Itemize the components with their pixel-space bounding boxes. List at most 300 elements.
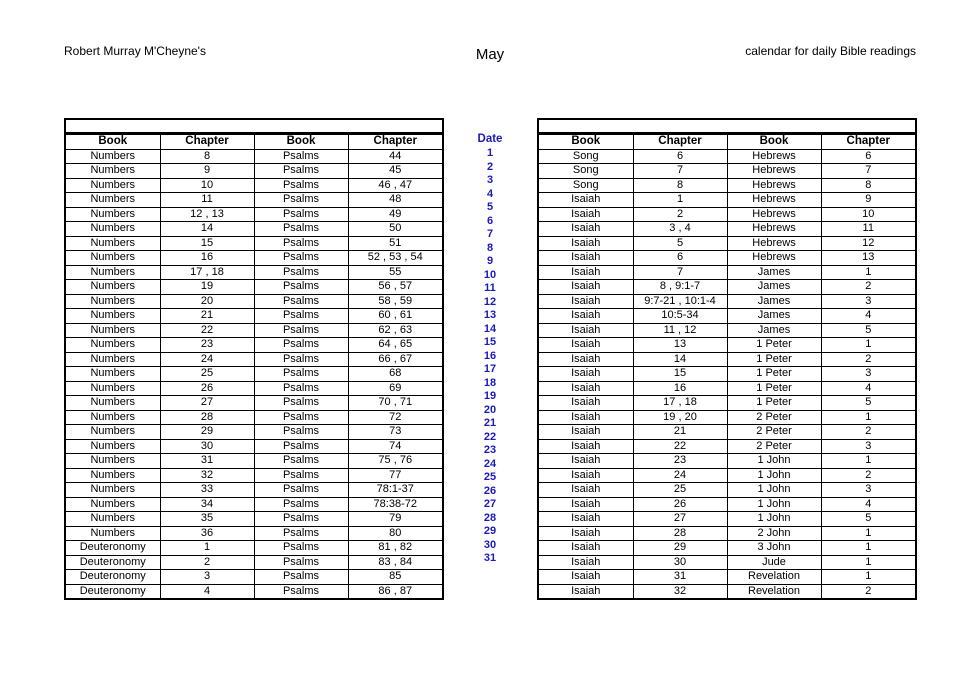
chapter-cell: 28 [633, 526, 727, 541]
book-cell: Psalms [254, 178, 348, 193]
date-row [443, 309, 537, 323]
date-cell: 3 [486, 174, 494, 187]
book-cell: Numbers [66, 526, 160, 541]
chapter-cell: 4 [160, 584, 254, 598]
chapter-cell: 1 [160, 541, 254, 556]
book-cell: Numbers [66, 149, 160, 164]
date-row [443, 471, 537, 485]
book-cell: Psalms [254, 164, 348, 179]
chapter-cell: 8 [821, 178, 915, 193]
book-cell: Numbers [66, 454, 160, 469]
book-cell: Psalms [254, 541, 348, 556]
table-row [66, 483, 442, 498]
chapter-cell: 15 [160, 236, 254, 251]
chapter-cell: 2 [821, 425, 915, 440]
date-row [443, 323, 537, 337]
date-cell: 25 [483, 471, 497, 484]
right-panel-band [539, 120, 915, 134]
chapter-cell: 1 [821, 265, 915, 280]
book-cell: Isaiah [539, 497, 633, 512]
chapter-cell: 3 [821, 439, 915, 454]
chapter-cell: 12 , 13 [160, 207, 254, 222]
chapter-cell: 22 [160, 323, 254, 338]
book-cell: 1 John [727, 497, 821, 512]
table-row [66, 323, 442, 338]
chapter-cell: 8 , 9:1-7 [633, 280, 727, 295]
table-row [66, 396, 442, 411]
date-row [443, 539, 537, 553]
book-cell: 2 Peter [727, 410, 821, 425]
table-row [66, 497, 442, 512]
book-cell: Psalms [254, 410, 348, 425]
chapter-cell: 7 [633, 265, 727, 280]
chapter-cell: 7 [821, 164, 915, 179]
table-row [539, 570, 915, 585]
chapter-cell: 1 [633, 193, 727, 208]
date-row [443, 512, 537, 526]
chapter-cell: 4 [821, 497, 915, 512]
chapter-cell: 1 [821, 410, 915, 425]
book-cell: James [727, 280, 821, 295]
chapter-cell: 81 , 82 [348, 541, 442, 556]
table-row [66, 294, 442, 309]
book-cell: Isaiah [539, 236, 633, 251]
chapter-cell: 10 [821, 207, 915, 222]
chapter-cell: 1 [821, 555, 915, 570]
book-cell: Psalms [254, 570, 348, 585]
book-cell: Numbers [66, 222, 160, 237]
table-row [539, 222, 915, 237]
chapter-cell: 2 [821, 280, 915, 295]
book-cell: 1 John [727, 454, 821, 469]
book-cell: Isaiah [539, 352, 633, 367]
book-cell: Numbers [66, 251, 160, 266]
book-cell: Psalms [254, 512, 348, 527]
table-row [539, 526, 915, 541]
header-left-title: Robert Murray M'Cheyne's [64, 44, 206, 58]
chapter-cell: 6 [821, 149, 915, 164]
chapter-cell: 56 , 57 [348, 280, 442, 295]
chapter-cell: 28 [160, 410, 254, 425]
book-cell: Hebrews [727, 178, 821, 193]
chapter-cell: 35 [160, 512, 254, 527]
col-header-book: Book [727, 135, 821, 150]
book-cell: Isaiah [539, 381, 633, 396]
book-cell: 1 Peter [727, 396, 821, 411]
book-cell: Isaiah [539, 425, 633, 440]
chapter-cell: 2 [160, 555, 254, 570]
date-cell: 28 [483, 511, 497, 524]
left-header-row [66, 135, 442, 150]
table-row [66, 584, 442, 598]
date-cell: 31 [483, 552, 497, 565]
table-row [539, 396, 915, 411]
chapter-cell: 73 [348, 425, 442, 440]
table-row [66, 265, 442, 280]
table-row [66, 439, 442, 454]
chapter-cell: 31 [633, 570, 727, 585]
date-row [443, 363, 537, 377]
book-cell: Psalms [254, 280, 348, 295]
chapter-cell: 24 [633, 468, 727, 483]
table-row [539, 410, 915, 425]
chapter-cell: 2 [633, 207, 727, 222]
table-row [66, 526, 442, 541]
table-row [66, 410, 442, 425]
table-row [66, 309, 442, 324]
book-cell: Isaiah [539, 396, 633, 411]
book-cell: Isaiah [539, 555, 633, 570]
table-row [66, 149, 442, 164]
table-row [66, 207, 442, 222]
chapter-cell: 83 , 84 [348, 555, 442, 570]
book-cell: Psalms [254, 367, 348, 382]
chapter-cell: 9 [821, 193, 915, 208]
book-cell: Psalms [254, 454, 348, 469]
chapter-cell: 79 [348, 512, 442, 527]
date-row [443, 377, 537, 391]
chapter-cell: 33 [160, 483, 254, 498]
book-cell: Song [539, 164, 633, 179]
date-cell: 17 [483, 363, 497, 376]
chapter-cell: 9 [160, 164, 254, 179]
table-row [539, 555, 915, 570]
table-row [539, 338, 915, 353]
chapter-cell: 11 , 12 [633, 323, 727, 338]
date-cell: 18 [483, 376, 497, 389]
book-cell: Isaiah [539, 541, 633, 556]
table-row [539, 381, 915, 396]
header-right-title: calendar for daily Bible readings [745, 44, 916, 58]
chapter-cell: 5 [633, 236, 727, 251]
chapter-cell: 45 [348, 164, 442, 179]
date-row [443, 431, 537, 445]
book-cell: Psalms [254, 265, 348, 280]
chapter-cell: 32 [160, 468, 254, 483]
chapter-cell: 22 [633, 439, 727, 454]
chapter-cell: 66 , 67 [348, 352, 442, 367]
col-header-book: Book [66, 135, 160, 150]
date-cell: 5 [486, 201, 494, 214]
chapter-cell: 21 [160, 309, 254, 324]
date-cell: 29 [483, 525, 497, 538]
chapter-cell: 29 [160, 425, 254, 440]
chapter-cell: 51 [348, 236, 442, 251]
chapter-cell: 49 [348, 207, 442, 222]
date-row [443, 525, 537, 539]
chapter-cell: 64 , 65 [348, 338, 442, 353]
book-cell: Psalms [254, 425, 348, 440]
book-cell: Revelation [727, 570, 821, 585]
table-row [539, 454, 915, 469]
date-cell: 14 [483, 322, 497, 335]
book-cell: Deuteronomy [66, 570, 160, 585]
table-row [539, 236, 915, 251]
book-cell: Numbers [66, 439, 160, 454]
book-cell: Psalms [254, 497, 348, 512]
book-cell: 1 Peter [727, 381, 821, 396]
chapter-cell: 78:38-72 [348, 497, 442, 512]
date-cell: 12 [483, 295, 497, 308]
chapter-cell: 24 [160, 352, 254, 367]
table-row [539, 323, 915, 338]
right-readings-table [539, 134, 915, 598]
table-row [539, 541, 915, 556]
date-row [443, 350, 537, 364]
book-cell: James [727, 265, 821, 280]
book-cell: 1 John [727, 512, 821, 527]
book-cell: Isaiah [539, 526, 633, 541]
table-row [66, 454, 442, 469]
table-row [539, 483, 915, 498]
left-readings-table [66, 134, 442, 598]
book-cell: 2 Peter [727, 439, 821, 454]
table-row [66, 222, 442, 237]
chapter-cell: 29 [633, 541, 727, 556]
book-cell: Psalms [254, 483, 348, 498]
chapter-cell: 11 [160, 193, 254, 208]
date-row [443, 242, 537, 256]
book-cell: Psalms [254, 309, 348, 324]
date-row [443, 282, 537, 296]
col-header-chapter: Chapter [160, 135, 254, 150]
book-cell: Numbers [66, 164, 160, 179]
chapter-cell: 52 , 53 , 54 [348, 251, 442, 266]
chapter-cell: 3 , 4 [633, 222, 727, 237]
date-row [443, 215, 537, 229]
date-row [443, 161, 537, 175]
date-row [443, 404, 537, 418]
col-header-date: Date [477, 133, 503, 145]
table-row [539, 251, 915, 266]
book-cell: Numbers [66, 280, 160, 295]
book-cell: Hebrews [727, 251, 821, 266]
table-row [539, 367, 915, 382]
date-row [443, 485, 537, 499]
book-cell: Psalms [254, 468, 348, 483]
col-header-book: Book [254, 135, 348, 150]
table-row [539, 425, 915, 440]
chapter-cell: 80 [348, 526, 442, 541]
chapter-cell: 27 [633, 512, 727, 527]
book-cell: Numbers [66, 367, 160, 382]
book-cell: Isaiah [539, 207, 633, 222]
table-row [66, 367, 442, 382]
left-panel-band [66, 120, 442, 134]
date-row [443, 188, 537, 202]
book-cell: Isaiah [539, 512, 633, 527]
table-row [66, 512, 442, 527]
date-cell: 8 [486, 241, 494, 254]
date-cell: 13 [483, 309, 497, 322]
book-cell: Deuteronomy [66, 555, 160, 570]
table-row [66, 381, 442, 396]
table-row [66, 541, 442, 556]
book-cell: Isaiah [539, 454, 633, 469]
chapter-cell: 46 , 47 [348, 178, 442, 193]
chapter-cell: 30 [160, 439, 254, 454]
chapter-cell: 86 , 87 [348, 584, 442, 598]
book-cell: Numbers [66, 483, 160, 498]
book-cell: Psalms [254, 526, 348, 541]
book-cell: Isaiah [539, 468, 633, 483]
book-cell: 1 Peter [727, 367, 821, 382]
book-cell: Psalms [254, 207, 348, 222]
book-cell: Numbers [66, 396, 160, 411]
chapter-cell: 17 , 18 [160, 265, 254, 280]
chapter-cell: 69 [348, 381, 442, 396]
chapter-cell: 16 [633, 381, 727, 396]
book-cell: 2 John [727, 526, 821, 541]
chapter-cell: 2 [821, 584, 915, 598]
book-cell: Isaiah [539, 222, 633, 237]
table-row [66, 251, 442, 266]
book-cell: Psalms [254, 251, 348, 266]
date-row [443, 336, 537, 350]
date-row [443, 498, 537, 512]
table-row [66, 280, 442, 295]
chapter-cell: 68 [348, 367, 442, 382]
chapter-cell: 78:1-37 [348, 483, 442, 498]
date-column [443, 132, 537, 566]
book-cell: Isaiah [539, 367, 633, 382]
chapter-cell: 74 [348, 439, 442, 454]
chapter-cell: 6 [633, 149, 727, 164]
book-cell: Numbers [66, 294, 160, 309]
book-cell: Numbers [66, 178, 160, 193]
date-cell: 21 [483, 417, 497, 430]
book-cell: Numbers [66, 410, 160, 425]
book-cell: Isaiah [539, 483, 633, 498]
chapter-cell: 8 [160, 149, 254, 164]
chapter-cell: 36 [160, 526, 254, 541]
right-header-row [539, 135, 915, 150]
book-cell: Numbers [66, 323, 160, 338]
book-cell: Numbers [66, 497, 160, 512]
book-cell: Isaiah [539, 323, 633, 338]
book-cell: Psalms [254, 323, 348, 338]
left-readings-panel [64, 118, 444, 600]
book-cell: Isaiah [539, 193, 633, 208]
table-row [539, 352, 915, 367]
book-cell: Jude [727, 555, 821, 570]
chapter-cell: 70 , 71 [348, 396, 442, 411]
table-row [539, 265, 915, 280]
date-row [443, 417, 537, 431]
chapter-cell: 26 [160, 381, 254, 396]
date-cell: 11 [484, 282, 496, 295]
book-cell: Numbers [66, 193, 160, 208]
book-cell: Psalms [254, 294, 348, 309]
book-cell: 1 Peter [727, 338, 821, 353]
chapter-cell: 8 [633, 178, 727, 193]
book-cell: Numbers [66, 338, 160, 353]
book-cell: 3 John [727, 541, 821, 556]
chapter-cell: 17 , 18 [633, 396, 727, 411]
book-cell: Psalms [254, 193, 348, 208]
col-header-chapter: Chapter [348, 135, 442, 150]
table-row [66, 178, 442, 193]
table-row [539, 207, 915, 222]
date-row [443, 255, 537, 269]
book-cell: James [727, 323, 821, 338]
table-row [66, 468, 442, 483]
book-cell: Deuteronomy [66, 541, 160, 556]
book-cell: Isaiah [539, 584, 633, 598]
chapter-cell: 11 [821, 222, 915, 237]
table-row [539, 178, 915, 193]
chapter-cell: 48 [348, 193, 442, 208]
chapter-cell: 10:5-34 [633, 309, 727, 324]
col-header-chapter: Chapter [821, 135, 915, 150]
date-row [443, 174, 537, 188]
chapter-cell: 1 [821, 570, 915, 585]
table-row [539, 309, 915, 324]
date-cell: 1 [486, 147, 494, 160]
book-cell: Numbers [66, 381, 160, 396]
chapter-cell: 31 [160, 454, 254, 469]
book-cell: Song [539, 149, 633, 164]
chapter-cell: 23 [633, 454, 727, 469]
date-cell: 27 [483, 498, 497, 511]
chapter-cell: 3 [821, 483, 915, 498]
chapter-cell: 16 [160, 251, 254, 266]
chapter-cell: 3 [821, 367, 915, 382]
chapter-cell: 15 [633, 367, 727, 382]
book-cell: Psalms [254, 222, 348, 237]
book-cell: Psalms [254, 381, 348, 396]
chapter-cell: 32 [633, 584, 727, 598]
book-cell: Hebrews [727, 236, 821, 251]
chapter-cell: 9:7-21 , 10:1-4 [633, 294, 727, 309]
date-row [443, 552, 537, 566]
table-row [66, 338, 442, 353]
date-row [443, 296, 537, 310]
chapter-cell: 58 , 59 [348, 294, 442, 309]
book-cell: Numbers [66, 468, 160, 483]
chapter-cell: 5 [821, 323, 915, 338]
chapter-cell: 1 [821, 526, 915, 541]
book-cell: Isaiah [539, 309, 633, 324]
table-row [66, 570, 442, 585]
book-cell: Isaiah [539, 439, 633, 454]
chapter-cell: 26 [633, 497, 727, 512]
book-cell: Isaiah [539, 251, 633, 266]
book-cell: Psalms [254, 338, 348, 353]
book-cell: Numbers [66, 512, 160, 527]
right-readings-panel [537, 118, 917, 600]
date-cell: 9 [486, 255, 494, 268]
book-cell: Isaiah [539, 570, 633, 585]
chapter-cell: 2 [821, 468, 915, 483]
chapter-cell: 19 , 20 [633, 410, 727, 425]
chapter-cell: 62 , 63 [348, 323, 442, 338]
col-header-book: Book [539, 135, 633, 150]
book-cell: Numbers [66, 236, 160, 251]
book-cell: Revelation [727, 584, 821, 598]
chapter-cell: 85 [348, 570, 442, 585]
chapter-cell: 30 [633, 555, 727, 570]
table-row [66, 164, 442, 179]
chapter-cell: 25 [633, 483, 727, 498]
chapter-cell: 2 [821, 352, 915, 367]
date-cell: 19 [483, 390, 497, 403]
book-cell: Hebrews [727, 222, 821, 237]
table-row [539, 468, 915, 483]
table-row [66, 555, 442, 570]
date-cell: 22 [483, 430, 497, 443]
chapter-cell: 34 [160, 497, 254, 512]
